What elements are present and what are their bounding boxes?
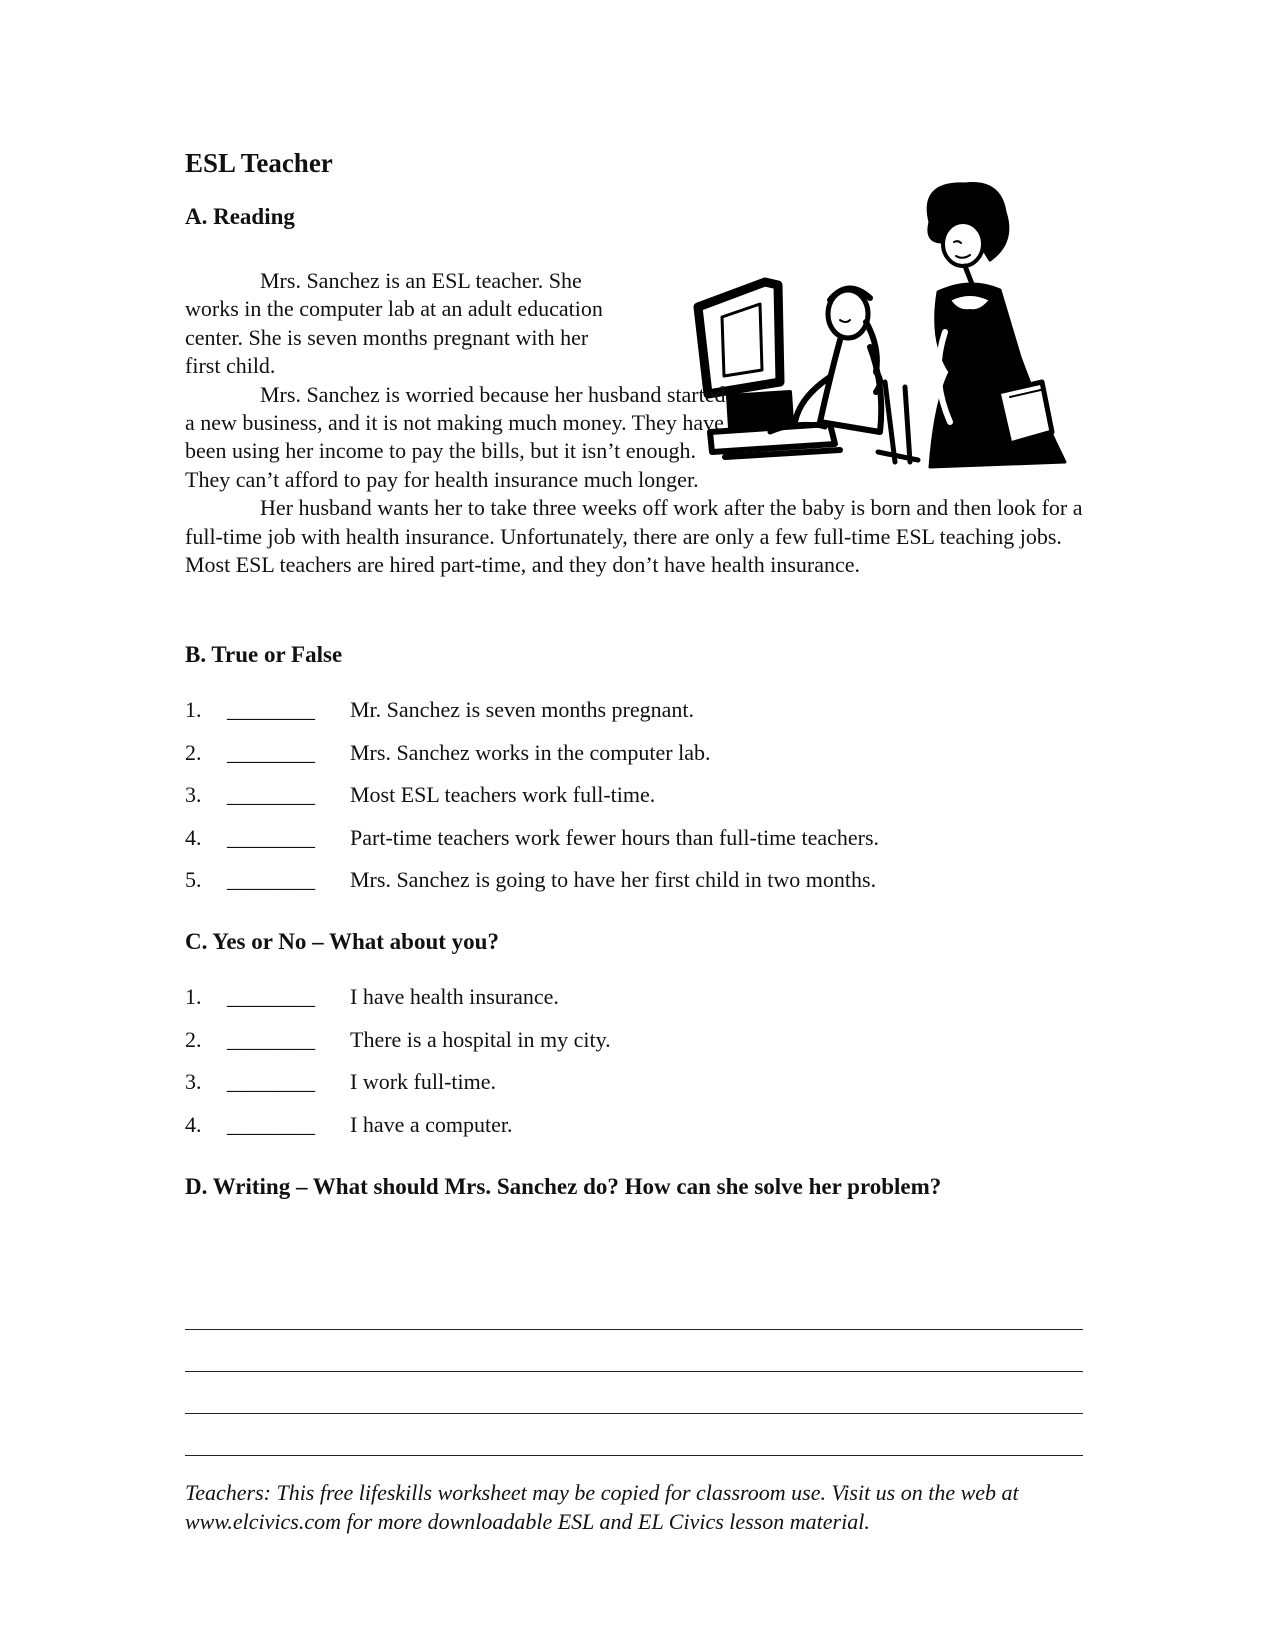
item-number: 4. <box>185 1111 202 1137</box>
true-false-heading: B. True or False <box>185 642 343 667</box>
answer-blank[interactable]: ________ <box>227 739 315 765</box>
item-number: 2. <box>185 1026 202 1052</box>
item-number: 4. <box>185 824 202 850</box>
writing-line[interactable] <box>185 1330 1083 1372</box>
reading-paragraph-2-text: Mrs. Sanchez is worried because her husband started a new business, and it is not making much money. They have been using her income to pay the bills, but it isn’t enough. They can’t afford to pay for health insurance much longer. <box>185 381 726 492</box>
statement-text: I work full-time. <box>350 1069 497 1094</box>
reading-paragraph-1: Mrs. Sanchez is an ESL teacher. She works in the computer lab at an adult education center. She is seven months pregnant with her first child. <box>185 268 603 379</box>
answer-blank[interactable]: ________ <box>227 782 315 807</box>
statement-text: Part-time teachers work fewer hours than full-time teachers. <box>350 824 880 850</box>
writing-line[interactable] <box>185 1372 1083 1414</box>
statement-text: I have a computer. <box>350 1111 513 1137</box>
answer-blank[interactable]: ________ <box>227 1069 315 1094</box>
statement-text: Most ESL teachers work full-time. <box>350 782 656 807</box>
item-number: 1. <box>185 697 202 722</box>
reading-heading: A. Reading <box>185 204 295 229</box>
item-number: 3. <box>185 782 202 807</box>
statement-text: Mrs. Sanchez works in the computer lab. <box>350 739 711 765</box>
statement-text: I have health insurance. <box>350 984 559 1009</box>
answer-blank[interactable]: ________ <box>227 984 315 1009</box>
statement-text: Mr. Sanchez is seven months pregnant. <box>350 697 694 722</box>
item-number: 3. <box>185 1069 202 1094</box>
statement-text: Mrs. Sanchez is going to have her first child in two months. <box>350 867 877 892</box>
answer-blank[interactable]: ________ <box>227 824 315 850</box>
teacher-note-footer: Teachers: This free lifeskills worksheet may be copied for classroom use. Visit us on the web at www.elcivics.com for more downloadable ESL and EL Civics lesson material. <box>185 1480 1019 1534</box>
item-number: 1. <box>185 984 202 1009</box>
answer-blank[interactable]: ________ <box>227 867 315 892</box>
statement-text: There is a hospital in my city. <box>350 1026 611 1052</box>
answer-blank[interactable]: ________ <box>227 1026 315 1052</box>
answer-blank[interactable]: ________ <box>227 1111 315 1137</box>
item-number: 2. <box>185 739 202 765</box>
writing-line[interactable] <box>185 1288 1083 1330</box>
item-number: 5. <box>185 867 202 892</box>
yes-no-heading: C. Yes or No – What about you? <box>185 929 499 954</box>
reading-passage <box>185 267 1085 579</box>
writing-line[interactable] <box>185 1414 1083 1456</box>
writing-heading: D. Writing – What should Mrs. Sanchez do? How can she solve her problem? <box>185 1174 942 1199</box>
answer-blank[interactable]: ________ <box>227 697 315 722</box>
reading-paragraph-2 <box>185 381 1085 495</box>
writing-lines <box>185 1288 1083 1456</box>
reading-paragraph-3: Her husband wants her to take three weeks off work after the baby is born and then look for a full-time job with health insurance. Unfortunately, there are only a few full-time ESL teaching jobs. Most ESL teachers are hired part-time, and they don’t have health insurance. <box>185 495 1083 578</box>
page-title: ESL Teacher <box>185 148 333 178</box>
